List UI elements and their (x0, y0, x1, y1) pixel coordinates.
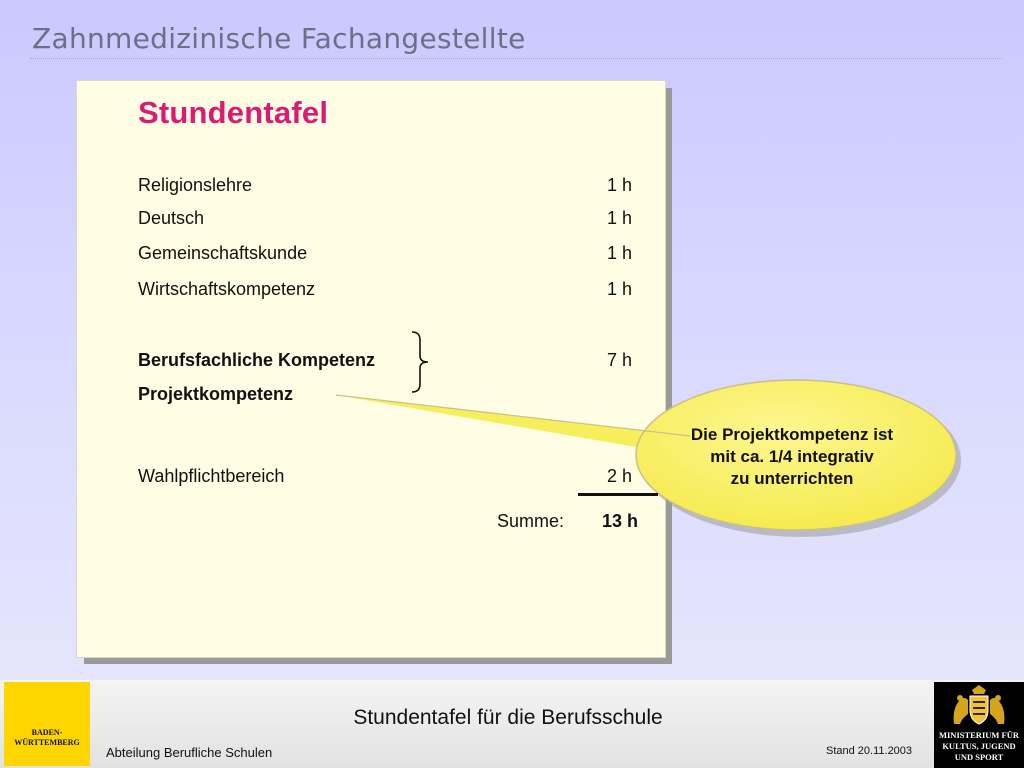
ministry-logo-text (934, 730, 1024, 763)
ministry-logo-line: KULTUS, JUGEND (942, 741, 1016, 751)
subject-hours: 1 h (606, 175, 632, 195)
callout-line: zu unterrichten (730, 469, 854, 488)
subject-hours: 1 h (606, 208, 632, 228)
sum-label: Summe: (497, 511, 565, 531)
subject-label: Projektkompetenz (138, 384, 294, 404)
callout-line: mit ca. 1/4 integrativ (710, 447, 874, 466)
subject-label: Wahlpflichtbereich (138, 466, 285, 486)
subject-hours: 1 h (606, 243, 632, 263)
subject-label: Deutsch (138, 208, 205, 228)
footer-date: Stand 20.11.2003 (826, 745, 913, 757)
sum-underline (578, 493, 658, 496)
card-title: Stundentafel (138, 95, 329, 130)
footer-title: Stundentafel für die Berufsschule (353, 706, 663, 729)
subject-label: Gemeinschaftskunde (138, 243, 308, 263)
subject-label: Wirtschaftskompetenz (138, 279, 316, 299)
ministry-logo-line: UND SPORT (954, 752, 1004, 762)
coat-of-arms-icon (948, 684, 1010, 728)
ministry-logo-line: MINISTERIUM FÜR (938, 730, 1020, 740)
page-header-title: Zahnmedizinische Fachangestellte (32, 22, 526, 55)
bw-logo-line: BADEN- (31, 728, 63, 737)
subject-hours: 7 h (606, 350, 632, 370)
subject-label: Religionslehre (138, 175, 253, 195)
callout-line: Die Projektkompetenz ist (690, 425, 894, 444)
subject-label: Berufsfachliche Kompetenz (138, 350, 376, 370)
bw-logo-line: WÜRTTEMBERG (14, 738, 80, 747)
ministry-logo (934, 682, 1024, 768)
bw-logo-text (4, 728, 90, 748)
subject-hours: 2 h (606, 466, 632, 486)
callout-text (658, 424, 926, 490)
sum-value: 13 h (601, 511, 638, 531)
footer-department: Abteilung Berufliche Schulen (106, 745, 273, 760)
subject-hours: 1 h (606, 279, 632, 299)
